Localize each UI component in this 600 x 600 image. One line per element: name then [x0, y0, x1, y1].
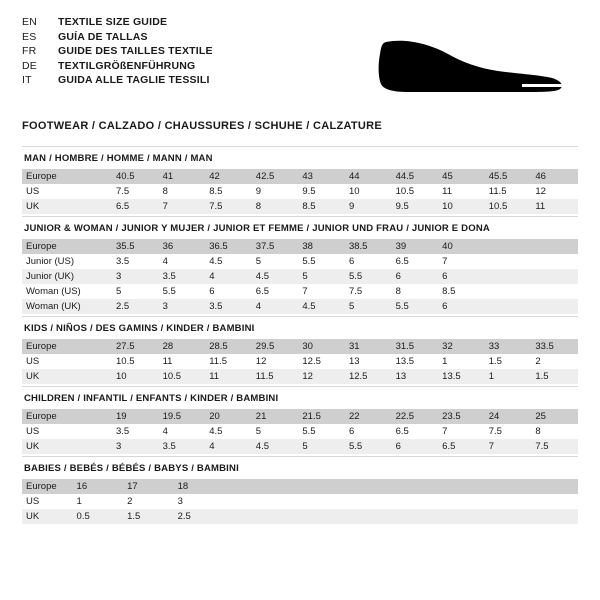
size-group-man: [22, 146, 578, 214]
size-cell: 12: [298, 369, 345, 384]
size-cell: 7.5: [531, 439, 578, 454]
row-label: Woman (UK): [22, 299, 112, 314]
size-cell: 6.5: [395, 426, 409, 437]
size-cell: 6.5: [438, 439, 485, 454]
size-cell: 10.5: [395, 186, 415, 197]
size-cell: 4: [162, 256, 168, 267]
row-label: Junior (US): [26, 256, 75, 267]
size-cell: 35.5: [112, 239, 159, 254]
size-cell: 7: [442, 426, 448, 437]
size-cell: 8: [252, 199, 299, 214]
size-cell-empty: [376, 509, 427, 524]
size-cell: 16: [73, 479, 124, 494]
size-cell: 18: [174, 479, 225, 494]
size-cell-empty: [477, 509, 528, 524]
size-cell: 7.5: [488, 426, 502, 437]
size-cell: 5.5: [345, 439, 392, 454]
table-row: [22, 284, 578, 299]
size-cell: 33.5: [531, 339, 578, 354]
size-cell: 13: [392, 369, 439, 384]
size-cell: 25: [531, 409, 578, 424]
size-cell: 1: [485, 369, 532, 384]
size-cell: 10.5: [159, 369, 206, 384]
size-cell: 7: [159, 199, 206, 214]
table-row: [22, 184, 578, 199]
size-cell: 6.5: [255, 286, 269, 297]
size-cell: 10: [438, 199, 485, 214]
size-cell: 2.5: [112, 299, 159, 314]
size-cell: 9: [345, 199, 392, 214]
size-cell: 6: [392, 439, 439, 454]
size-cell: 46: [531, 169, 578, 184]
size-cell: 7: [485, 439, 532, 454]
language-code: IT: [22, 74, 32, 86]
size-cell: 11: [442, 186, 453, 197]
size-cell: 13.5: [395, 356, 415, 367]
size-cell: 10.5: [116, 356, 135, 367]
size-table-babies: [22, 479, 578, 524]
size-cell: 10: [112, 369, 159, 384]
size-cell: 6: [348, 256, 355, 267]
size-cell: 2: [535, 356, 541, 367]
language-title: TEXTILE SIZE GUIDE: [58, 16, 168, 28]
size-cell: 42: [205, 169, 252, 184]
size-cell-empty: [485, 269, 532, 284]
size-cell: 3: [112, 439, 159, 454]
row-label: Europe: [22, 239, 112, 254]
size-cell: 21: [252, 409, 299, 424]
language-row: [22, 60, 213, 75]
size-cell: 5: [255, 426, 262, 437]
size-cell: 3.5: [116, 256, 130, 267]
size-cell: 5: [345, 299, 392, 314]
size-cell-empty: [477, 479, 528, 494]
language-row: [22, 45, 213, 60]
language-rows: [22, 16, 213, 89]
size-cell: 6: [392, 269, 439, 284]
size-cell: 45.5: [485, 169, 532, 184]
size-cell: 8: [395, 286, 401, 297]
size-cell: 38.5: [345, 239, 392, 254]
language-code: FR: [22, 45, 37, 57]
size-cell: 4.5: [298, 299, 345, 314]
size-cell: 1.5: [531, 369, 578, 384]
size-table-junior-woman: [22, 239, 578, 314]
size-group-children: [22, 386, 578, 454]
size-cell: 28.5: [205, 339, 252, 354]
language-row: [22, 16, 213, 31]
language-title: GUIDE DES TAILLES TEXTILE: [58, 45, 213, 57]
table-row: [22, 199, 578, 214]
row-label: Europe: [22, 169, 112, 184]
language-title: GUÍA DE TALLAS: [58, 30, 148, 43]
size-table-children: [22, 409, 578, 454]
size-cell-empty: [325, 494, 376, 509]
size-cell: 33: [485, 339, 532, 354]
size-cell: 10: [348, 186, 360, 197]
size-cell: 10.5: [485, 199, 532, 214]
row-label: US: [26, 356, 40, 367]
size-group-kids: [22, 316, 578, 384]
size-cell: 5.5: [162, 286, 176, 297]
size-cell-empty: [275, 494, 326, 509]
table-row: [22, 269, 578, 284]
dress-shoe-icon: [374, 28, 574, 98]
size-cell: 44: [345, 169, 392, 184]
row-label: UK: [22, 199, 112, 214]
table-row: [22, 339, 578, 354]
category-title: FOOTWEAR / CALZADO / CHAUSSURES / SCHUHE / CALZATURE: [22, 120, 383, 132]
size-cell-empty: [426, 494, 477, 509]
size-cell: 45: [438, 169, 485, 184]
row-label: Junior (UK): [22, 269, 112, 284]
size-cell-empty: [426, 509, 477, 524]
size-cell-empty: [376, 479, 427, 494]
size-cell: 8: [162, 186, 168, 197]
size-cell-empty: [426, 479, 477, 494]
size-cell: 8.5: [209, 186, 223, 197]
size-cell: 19: [112, 409, 159, 424]
size-cell-empty: [527, 479, 578, 494]
size-cell: 7.5: [348, 286, 363, 297]
group-heading: MAN / HOMBRE / HOMME / MANN / MAN: [22, 146, 578, 169]
size-cell: 5: [298, 269, 345, 284]
table-row: [22, 354, 578, 369]
size-cell: 7: [302, 286, 308, 297]
size-cell: 1: [76, 496, 82, 507]
size-cell: 8.5: [442, 286, 456, 297]
table-row: [22, 169, 578, 184]
size-cell: 5.5: [302, 256, 316, 267]
size-cell: 4.5: [209, 256, 223, 267]
size-cell: 2: [127, 496, 133, 507]
size-cell: 17: [123, 479, 174, 494]
size-cell: 21.5: [298, 409, 345, 424]
table-row: [22, 254, 578, 269]
row-label: US: [26, 426, 40, 437]
language-title-table: [22, 16, 213, 89]
size-cell-empty: [224, 479, 275, 494]
size-cell-empty: [275, 509, 326, 524]
size-cell: 3.5: [205, 299, 252, 314]
size-cell: 24: [485, 409, 532, 424]
group-heading: KIDS / NIÑOS / DES GAMINS / KINDER / BAMBINI: [22, 316, 578, 339]
size-cell: 4: [162, 426, 168, 437]
table-row: [22, 424, 578, 439]
size-cell: 44.5: [392, 169, 439, 184]
size-cell: 0.5: [73, 509, 124, 524]
size-cell: 4: [205, 269, 252, 284]
row-label: UK: [22, 509, 73, 524]
size-cell: 6: [209, 286, 215, 297]
size-cell: 39: [392, 239, 439, 254]
size-cell: 27.5: [112, 339, 159, 354]
size-cell: 5.5: [392, 299, 439, 314]
row-label: Woman (US): [26, 286, 81, 297]
table-row: [22, 479, 578, 494]
size-cell-empty: [531, 239, 578, 254]
row-label: Europe: [22, 479, 73, 494]
size-cell: 1.5: [488, 356, 502, 367]
row-label: Europe: [22, 339, 112, 354]
size-cell-empty: [485, 239, 532, 254]
size-cell: 5.5: [302, 426, 316, 437]
size-cell: 12.5: [302, 356, 321, 367]
size-cell: 9.5: [392, 199, 439, 214]
size-cell-empty: [531, 269, 578, 284]
size-cell: 29.5: [252, 339, 299, 354]
size-cell: 43: [298, 169, 345, 184]
size-cell: 31: [345, 339, 392, 354]
size-cell: 4.5: [252, 439, 299, 454]
size-cell: 6.5: [395, 256, 409, 267]
size-cell: 12: [535, 186, 546, 197]
size-cell: 8: [535, 426, 541, 437]
size-cell: 32: [438, 339, 485, 354]
table-row: [22, 494, 578, 509]
size-cell: 11: [205, 369, 252, 384]
size-cell: 37.5: [252, 239, 299, 254]
size-cell: 20: [205, 409, 252, 424]
size-cell: 5: [298, 439, 345, 454]
size-cell: 23.5: [438, 409, 485, 424]
size-group-junior-woman: [22, 216, 578, 314]
size-cell: 4: [252, 299, 299, 314]
size-cell: 9: [255, 186, 262, 197]
size-cell-empty: [477, 494, 528, 509]
size-cell: 22: [345, 409, 392, 424]
size-cell: 22.5: [392, 409, 439, 424]
table-row: [22, 369, 578, 384]
size-cell: 19.5: [159, 409, 206, 424]
size-cell: 3: [159, 299, 206, 314]
table-row: [22, 299, 578, 314]
size-cell: 30: [298, 339, 345, 354]
size-cell: 4: [205, 439, 252, 454]
size-cell: 11: [531, 199, 578, 214]
size-cell: 13: [348, 356, 360, 367]
size-cell: 11: [162, 356, 173, 367]
size-cell: 6: [348, 426, 355, 437]
row-label: UK: [22, 369, 112, 384]
size-cell-empty: [325, 479, 376, 494]
row-label: UK: [22, 439, 112, 454]
size-cell-empty: [527, 509, 578, 524]
size-cell: 3: [112, 269, 159, 284]
language-title: TEXTILGRÖßENFÜHRUNG: [58, 59, 196, 72]
size-cell: 40.5: [112, 169, 159, 184]
size-cell: 3.5: [159, 439, 206, 454]
size-cell: 6.5: [112, 199, 159, 214]
size-cell-empty: [325, 509, 376, 524]
size-cell: 41: [159, 169, 206, 184]
size-cell: 7.5: [205, 199, 252, 214]
size-cell-empty: [275, 479, 326, 494]
size-cell: 12.5: [345, 369, 392, 384]
size-cell-empty: [485, 254, 532, 269]
size-table-kids: [22, 339, 578, 384]
size-cell: 11.5: [209, 356, 227, 367]
size-cell: 11.5: [252, 369, 299, 384]
size-cell: 13.5: [438, 369, 485, 384]
size-cell: 7.5: [116, 186, 130, 197]
size-cell-empty: [527, 494, 578, 509]
size-table-man: [22, 169, 578, 214]
row-label: US: [26, 496, 40, 507]
table-row: [22, 509, 578, 524]
size-cell: 38: [298, 239, 345, 254]
size-cell-empty: [531, 299, 578, 314]
size-cell: 3.5: [116, 426, 130, 437]
row-label: US: [26, 186, 40, 197]
size-cell: 1: [442, 356, 448, 367]
language-code: ES: [22, 30, 37, 43]
size-cell: 4.5: [252, 269, 299, 284]
language-title: GUIDA ALLE TAGLIE TESSILI: [58, 74, 210, 86]
size-cell-empty: [224, 509, 275, 524]
size-group-babies: [22, 456, 578, 524]
group-heading: BABIES / BEBÉS / BÉBÉS / BABYS / BAMBINI: [22, 456, 578, 479]
size-cell: 7: [442, 256, 448, 267]
header: [22, 16, 578, 106]
size-cell-empty: [376, 494, 427, 509]
size-cell: 5: [255, 256, 262, 267]
size-cell: 2.5: [174, 509, 225, 524]
size-cell: 3: [177, 496, 183, 507]
table-row: [22, 439, 578, 454]
size-cell-empty: [531, 284, 578, 299]
size-cell: 5: [116, 286, 122, 297]
language-code: EN: [22, 16, 37, 28]
table-row: [22, 239, 578, 254]
size-cell-empty: [224, 494, 275, 509]
size-cell: 12: [255, 356, 267, 367]
size-cell-empty: [485, 284, 532, 299]
group-heading: CHILDREN / INFANTIL / ENFANTS / KINDER / BAMBINI: [22, 386, 578, 409]
size-cell: 5.5: [345, 269, 392, 284]
size-cell: 40: [438, 239, 485, 254]
size-cell: 4.5: [209, 426, 223, 437]
language-code: DE: [22, 59, 37, 72]
table-row: [22, 409, 578, 424]
size-cell-empty: [531, 254, 578, 269]
language-row: [22, 31, 213, 46]
size-cell: 36.5: [205, 239, 252, 254]
size-cell: 42.5: [252, 169, 299, 184]
size-cell: 8.5: [298, 199, 345, 214]
size-cell: 31.5: [392, 339, 439, 354]
size-cell: 36: [159, 239, 206, 254]
size-cell: 28: [159, 339, 206, 354]
size-cell: 6: [438, 299, 485, 314]
row-label: Europe: [22, 409, 112, 424]
language-row: [22, 74, 213, 89]
size-cell-empty: [485, 299, 532, 314]
size-cell: 6: [438, 269, 485, 284]
size-cell: 3.5: [159, 269, 206, 284]
group-heading: JUNIOR & WOMAN / JUNIOR Y MUJER / JUNIOR ET FEMME / JUNIOR UND FRAU / JUNIOR E DONA: [22, 216, 578, 239]
size-cell: 11.5: [488, 186, 507, 197]
size-cell: 1.5: [123, 509, 174, 524]
size-cell: 9.5: [302, 186, 316, 197]
